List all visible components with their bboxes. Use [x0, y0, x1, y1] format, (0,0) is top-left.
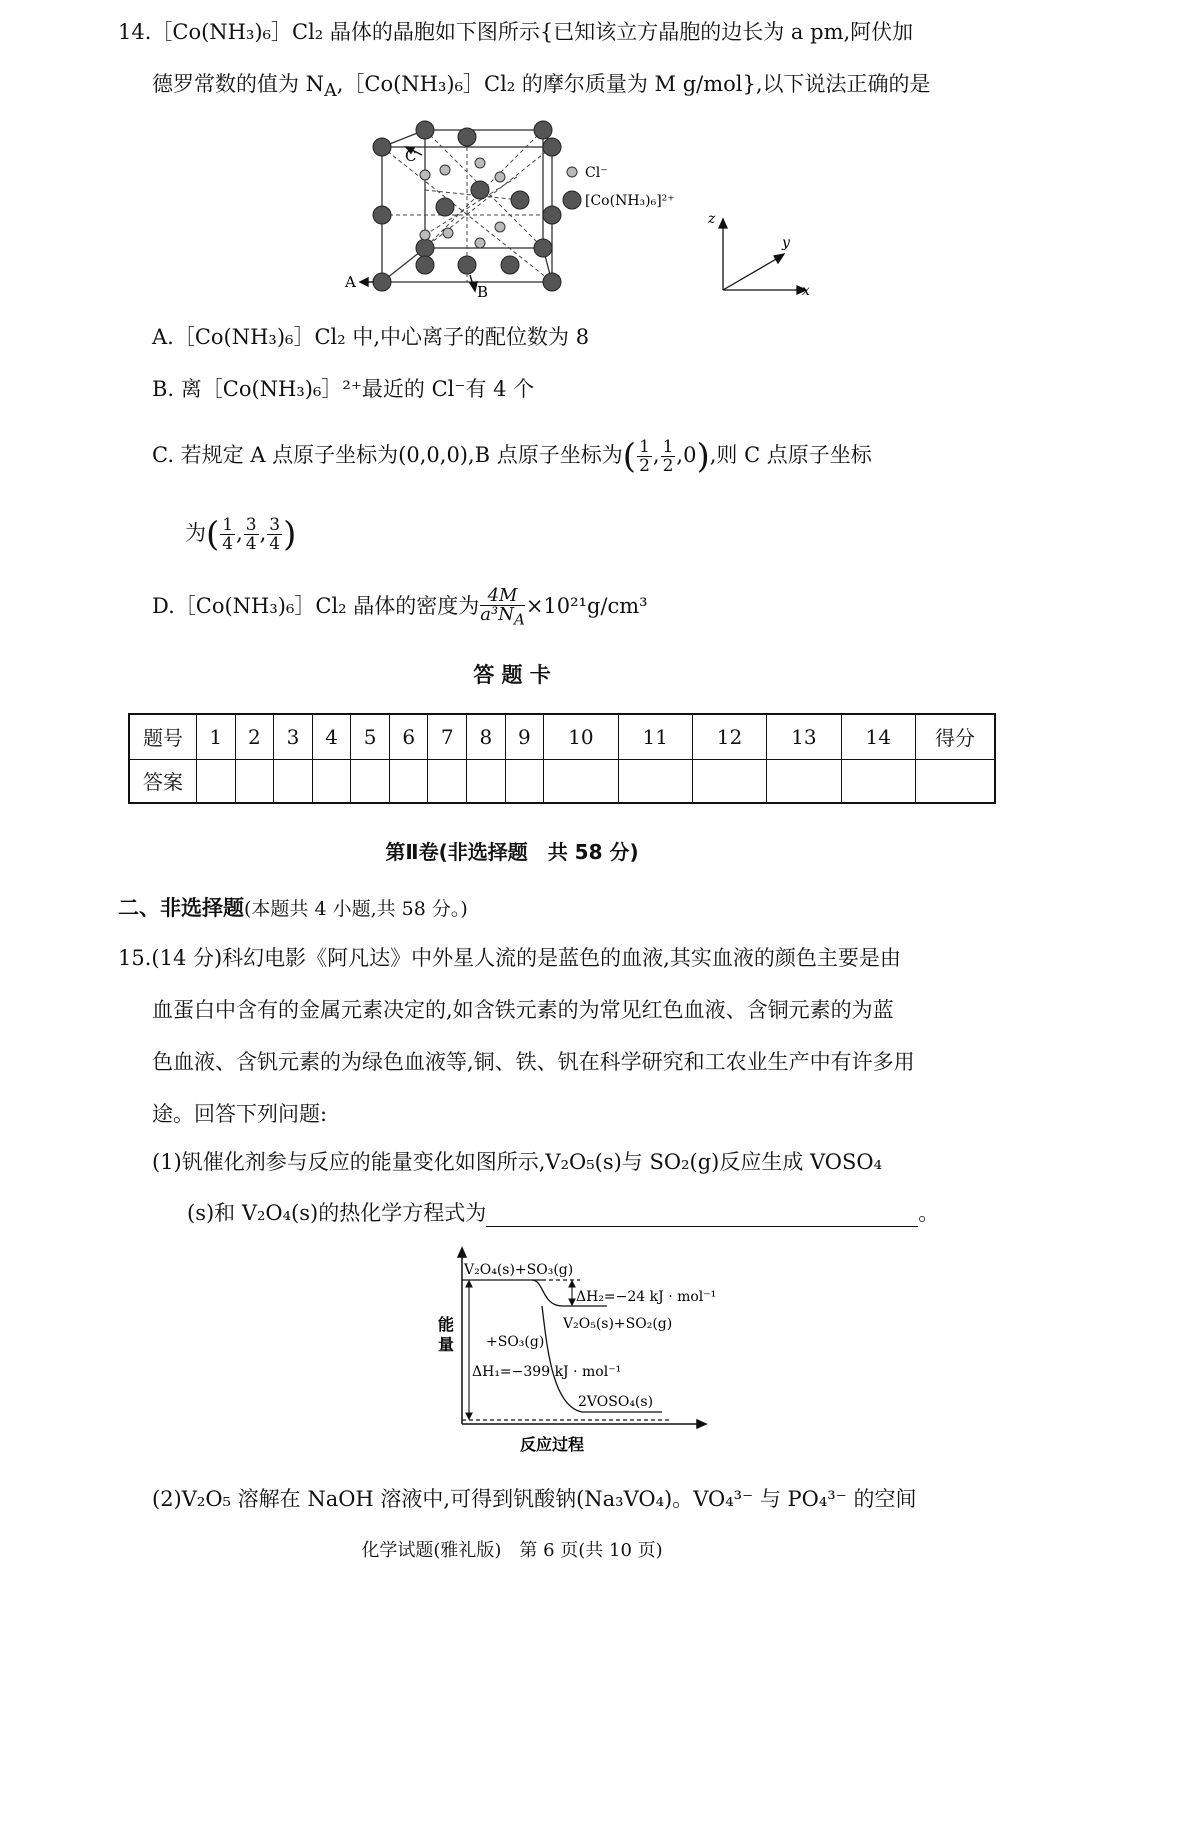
- answer-cell[interactable]: [197, 759, 236, 803]
- q14-option-c: C. 若规定 A 点原子坐标为(0,0,0),B 点原子坐标为( $\frac{1}{2}$ , $\frac{1}{2}$ ,0),则 C 点原子坐标: [152, 436, 872, 477]
- q15-line-3: 色血液、含钒元素的为绿色血液等,铜、铁、钒在科学研究和工农业生产中有许多用: [152, 1050, 915, 1074]
- frac-c-y: $\frac{3}{4}$: [245, 515, 257, 554]
- answer-cell[interactable]: [274, 759, 313, 803]
- answer-cell[interactable]: [235, 759, 274, 803]
- question-number-cell: 10: [544, 714, 618, 759]
- question-number-cell: 7: [428, 714, 467, 759]
- question-number-cell: 1: [197, 714, 236, 759]
- answer-cell[interactable]: [692, 759, 766, 803]
- frac-c-z: $\frac{3}{4}$: [269, 515, 281, 554]
- density-fraction: $\frac{4M}{a^3N_A}$: [480, 584, 525, 629]
- question-number-cell: 13: [767, 714, 841, 759]
- question-number-cell: 3: [274, 714, 313, 759]
- dh1-label: ΔH₁=−399 kJ · mol⁻¹: [472, 1364, 622, 1380]
- q15-sub1-line-2: (s)和 V₂O₄(s)的热化学方程式为 。: [187, 1201, 940, 1225]
- question-number-cell: 6: [389, 714, 428, 759]
- q14-line-1: 14.［Co(NH₃)₆］Cl₂ 晶体的晶胞如下图所示{已知该立方晶胞的边长为 a pm,阿伏加: [118, 20, 914, 44]
- energy-diagram: [432, 1246, 732, 1461]
- axis-z: z: [708, 211, 716, 227]
- question-number-cell: 2: [235, 714, 274, 759]
- answer-cell[interactable]: [505, 759, 544, 803]
- q14-option-b: B. 离［Co(NH₃)₆］²⁺最近的 Cl⁻有 4 个: [152, 377, 535, 401]
- question-number-cell: 14: [841, 714, 915, 759]
- axis-y: y: [782, 235, 790, 251]
- so3-label: +SO₃(g): [486, 1334, 545, 1350]
- answer-cell[interactable]: [467, 759, 506, 803]
- y-axis-label-1: 能: [438, 1315, 455, 1334]
- q14-option-a: A.［Co(NH₃)₆］Cl₂ 中,中心离子的配位数为 8: [152, 325, 590, 349]
- x-axis-label: 反应过程: [520, 1435, 585, 1454]
- row-header-number: 题号: [129, 714, 197, 759]
- section-two: 二、非选择题(本题共 4 小题,共 58 分。): [118, 896, 468, 920]
- answer-cell[interactable]: [767, 759, 841, 803]
- mid-state-label: V₂O₅(s)+SO₂(g): [563, 1316, 673, 1332]
- q15-sub1-line-1: (1)钒催化剂参与反应的能量变化如图所示,V₂O₅(s)与 SO₂(g)反应生成 VOSO₄: [152, 1150, 883, 1174]
- legend-co: [Co(NH₃)₆]²⁺: [585, 193, 675, 209]
- label-a: A: [345, 273, 356, 291]
- q14-option-c-line2: 为( $\frac{1}{4}$ , $\frac{3}{4}$ , $\frac{3}{4}$ ): [185, 514, 297, 555]
- answer-cell[interactable]: [841, 759, 915, 803]
- frac-b-x: $\frac{1}{2}$: [639, 437, 650, 476]
- option-c-tail: ,则 C 点原子坐标: [709, 443, 872, 467]
- crystal-cell-figure: [330, 115, 830, 305]
- q15-line-2: 血蛋白中含有的金属元素决定的,如含铁元素的为常见红色血液、含铜元素的为蓝: [152, 998, 894, 1022]
- dh2-label: ΔH₂=−24 kJ · mol⁻¹: [576, 1289, 717, 1305]
- option-c-text: C. 若规定 A 点原子坐标为(0,0,0),B 点原子坐标为: [152, 443, 623, 467]
- page-footer: 化学试题(雅礼版) 第 6 页(共 10 页): [361, 1540, 663, 1561]
- label-b: B: [477, 283, 489, 301]
- frac-b-y: $\frac{1}{2}$: [662, 437, 674, 476]
- q14-option-d: D.［Co(NH₃)₆］Cl₂ 晶体的密度为 $\frac{4M}{a^3N_A}$ ×10²¹g/cm³: [152, 584, 648, 629]
- q15-sub2-line-1: (2)V₂O₅ 溶解在 NaOH 溶液中,可得到钒酸钠(Na₃VO₄)。VO₄³⁻ 与 PO₄³⁻ 的空间: [152, 1487, 917, 1511]
- answer-card-table: [128, 713, 996, 804]
- answer-cell[interactable]: [389, 759, 428, 803]
- answer-card-title: 答 题 卡: [473, 663, 551, 687]
- y-axis-label-2: 量: [438, 1335, 455, 1354]
- row-header-answer: 答案: [129, 759, 197, 803]
- answer-cell[interactable]: [312, 759, 351, 803]
- q15-line-4: 途。回答下列问题:: [152, 1102, 328, 1126]
- question-number-cell: 5: [351, 714, 390, 759]
- answer-cell[interactable]: [544, 759, 618, 803]
- question-number-cell: 9: [505, 714, 544, 759]
- answer-cell[interactable]: [351, 759, 390, 803]
- answer-cell[interactable]: [428, 759, 467, 803]
- answer-blank[interactable]: [486, 1202, 918, 1227]
- frac-c-x: $\frac{1}{4}$: [222, 515, 234, 554]
- top-state-label: V₂O₄(s)+SO₃(g): [464, 1262, 574, 1278]
- score-header-cell: 得分: [916, 714, 996, 759]
- question-number-cell: 8: [467, 714, 506, 759]
- answer-cell[interactable]: [618, 759, 692, 803]
- question-number-cell: 11: [618, 714, 692, 759]
- question-number-cell: 12: [692, 714, 766, 759]
- axis-x: x: [802, 283, 810, 299]
- label-c: C: [405, 147, 417, 165]
- score-cell[interactable]: [916, 759, 996, 803]
- bottom-state-label: 2VOSO₄(s): [578, 1394, 654, 1410]
- part-two-heading: 第Ⅱ卷(非选择题 共 58 分): [385, 840, 639, 864]
- q14-line-2: 德罗常数的值为 $N_A,[Co(NH_3)_6]Cl_2$ 的摩尔质量为 M g/mol},以下说法正确的是: [152, 72, 931, 102]
- legend-cl: Cl⁻: [585, 165, 608, 181]
- q15-line-1: 15.(14 分)科幻电影《阿凡达》中外星人流的是蓝色的血液,其实血液的颜色主要是由: [118, 946, 901, 970]
- question-number-cell: 4: [312, 714, 351, 759]
